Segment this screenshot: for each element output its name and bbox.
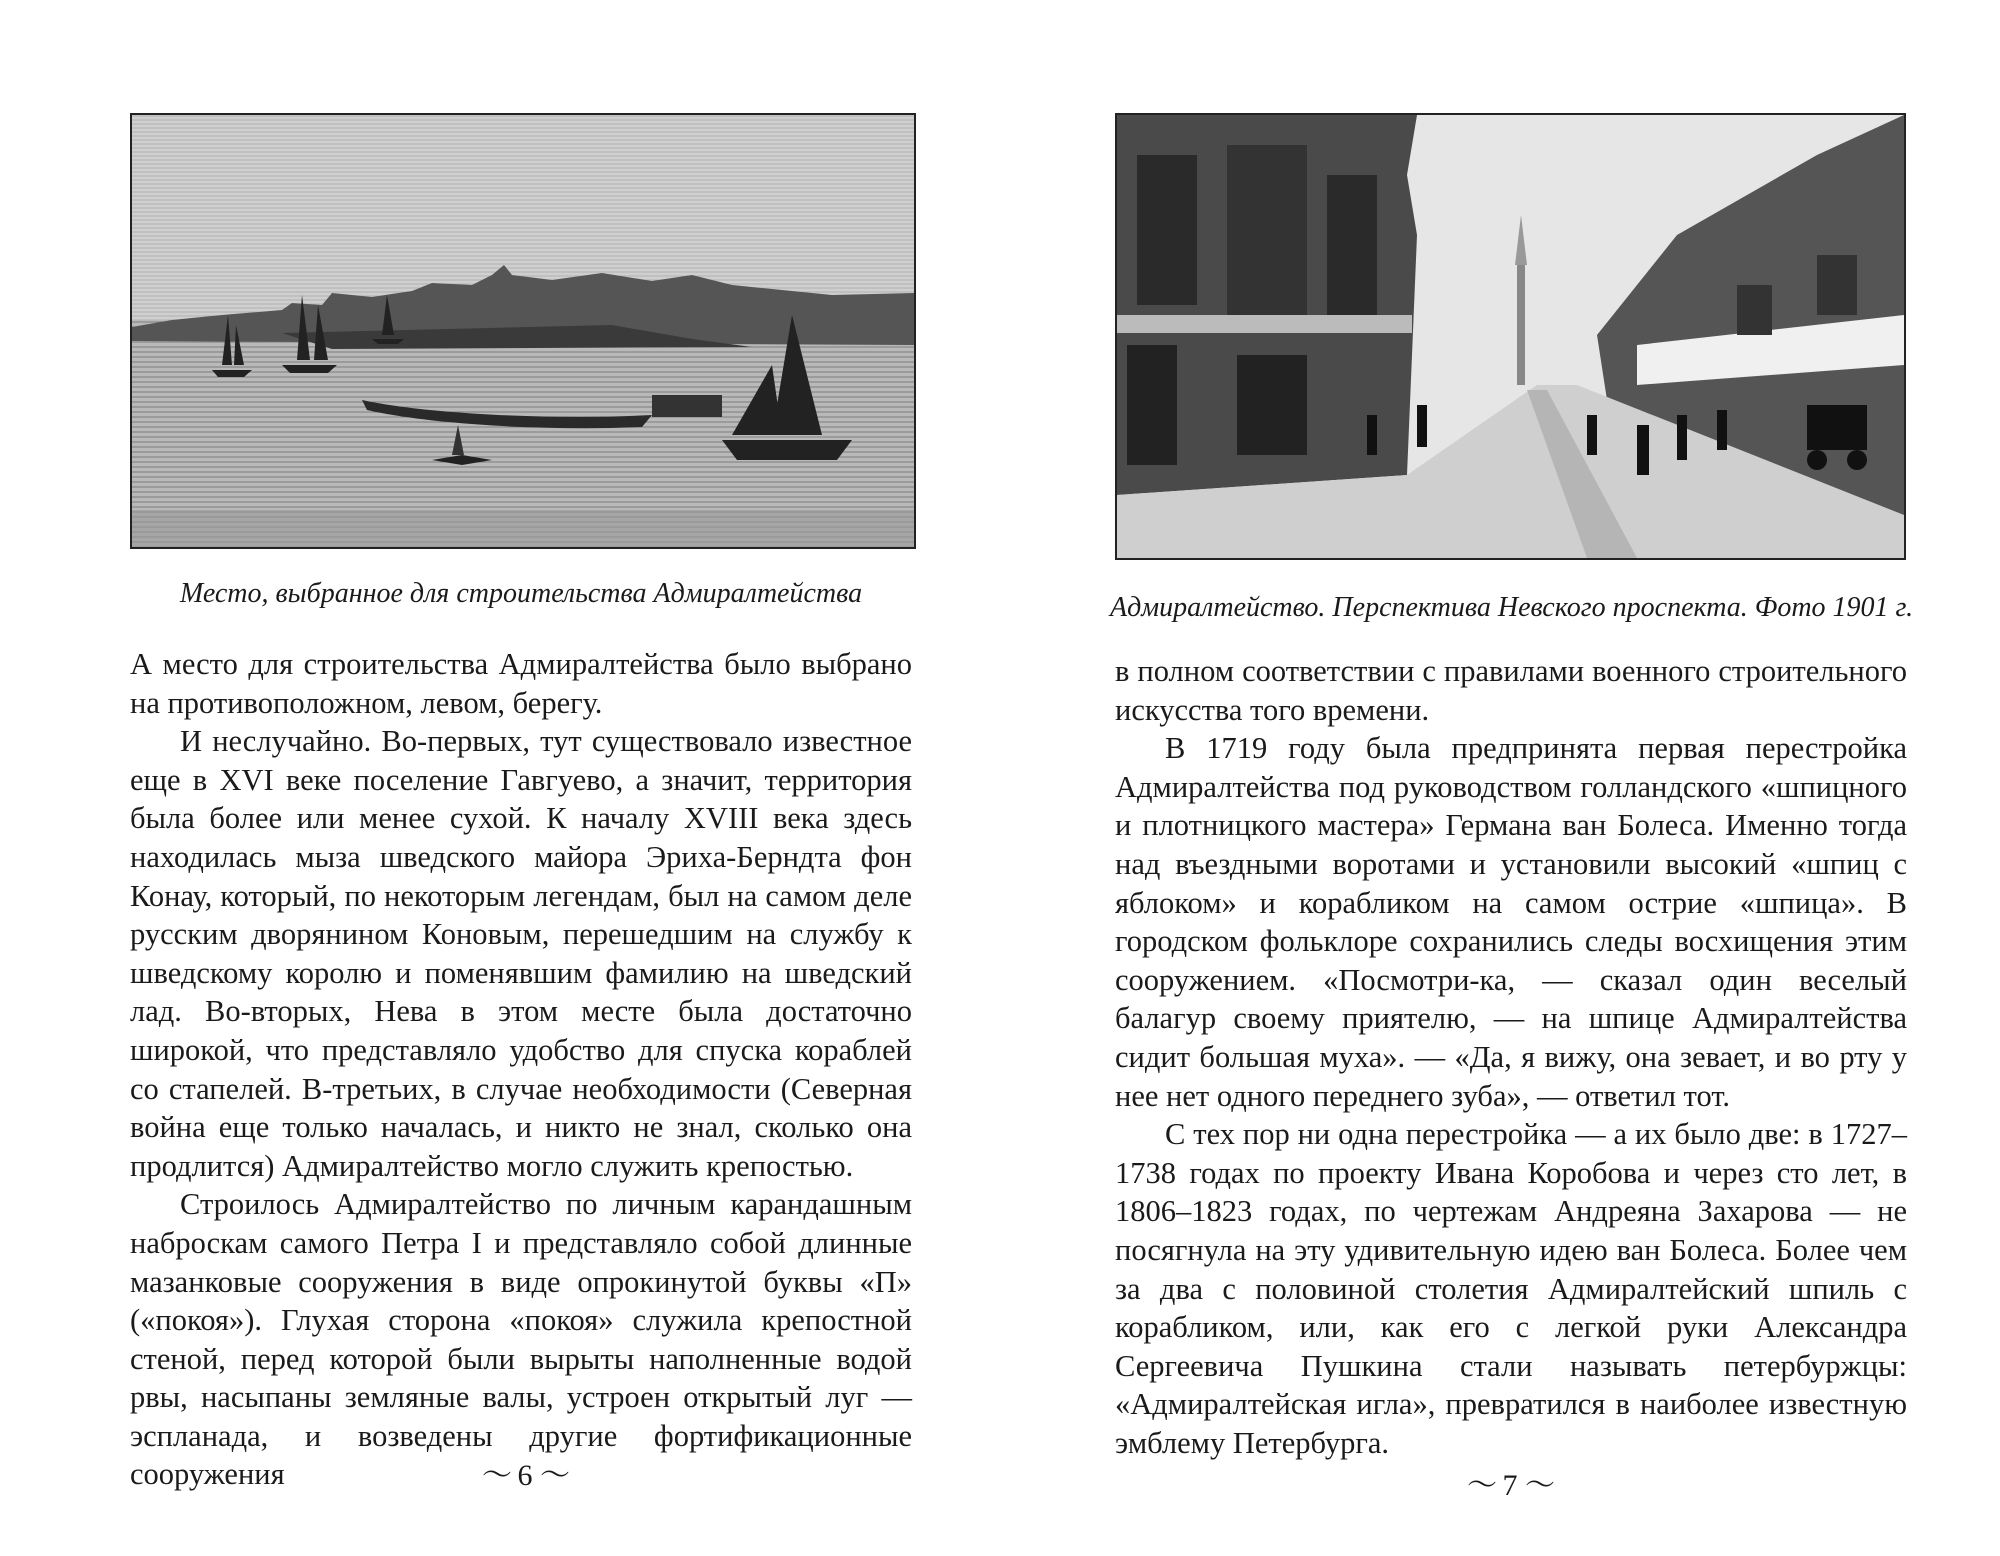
page-number-value: 6	[517, 1459, 533, 1492]
swash-ornament-icon: 〜	[482, 1459, 510, 1492]
body-text	[1115, 652, 1907, 1462]
paragraph: в полном соответствии с правилами военного строительного искусства того времени.	[1115, 654, 1907, 727]
right-page	[1000, 0, 2000, 1556]
figure-caption: Адмиралтейство. Перспектива Невского проспекта. Фото 1901 г.	[1110, 592, 1914, 623]
paragraph: С тех пор ни одна перестройка — а их было две: в 1727–1738 годах по проекту Ивана Коробова и через сто лет, в 1806–1823 годах, по чертежам Андреяна Захарова — не посягнула на эту удивительную идею ван Болеса. Более чем за два с половиной столетия Адмиралтейский шпиль с корабликом, или, как его с легкой руки Александра Сергеевича Пушкина стали называть петербуржцы: «Адмиралтейская игла», превратился в наиболее известную эмблему Петербурга.	[1115, 1117, 1907, 1460]
paragraph: Строилось Адмиралтейство по личным карандашным наброскам самого Петра I и представляло собой длинные мазанковые сооружения в виде опрокинутой буквы «П» («покоя»). Глухая сторона «покоя» служила крепостной стеной, перед которой были вырыты наполненные водой рвы, насыпаны земляные валы, устроен открытый луг — эспланада, и возведены другие фортификационные сооружения	[130, 1187, 912, 1492]
page-number	[375, 1458, 675, 1494]
engraving-image	[130, 113, 916, 549]
swash-ornament-icon: 〜	[1467, 1469, 1495, 1502]
paragraph: В 1719 году была предпринята первая перестройка Адмиралтейства под руководством голландского «шпицного и плотницкого мастера» Германа ван Болеса. Именно тогда над въездными воротами и установили высокий «шпиц с яблоком» и корабликом на самом острие «шпица». В городском фольклоре сохранились следы восхищения этим сооружением. «Посмотри-ка, — сказал один веселый балагур своему приятелю, — на шпице Адмиралтейства сидит большая муха». — «Да, я вижу, она зевает, и во рту у нее нет одного переднего зуба», — ответил тот.	[1115, 731, 1907, 1113]
nevsky-prospect-photo	[1117, 115, 1904, 558]
page-number-value: 7	[1502, 1469, 1518, 1502]
page-number	[1360, 1468, 1660, 1504]
paragraph: И неслучайно. Во-первых, тут существовало известное еще в XVI веке поселение Гавгуево, а значит, территория была более или менее сухой. К началу XVIII века здесь находилась мыза шведского майора Эриха-Берндта фон Конау, который, по некоторым легендам, был на самом деле русским дворянином Коновым, перешедшим на службу к шведскому королю и поменявшим фамилию на шведский лад. Во-вторых, Нева в этом месте была достаточно широкой, что представляло удобство для спуска кораблей со стапелей. В-третьих, в случае необходимости (Северная война еще только началась, и никто не знал, сколько она продлится) Адмиралтейство могло служить крепостью.	[130, 724, 912, 1183]
swash-ornament-icon: 〜	[1525, 1469, 1553, 1502]
neva-panorama-engraving	[132, 115, 914, 547]
figure-caption: Место, выбранное для строительства Адмиралтейства	[179, 578, 863, 609]
photo-image	[1115, 113, 1906, 560]
swash-ornament-icon: 〜	[540, 1459, 568, 1492]
body-text	[130, 645, 912, 1494]
paragraph: А место для строительства Адмиралтейства было выбрано на противоположном, левом, берегу.	[130, 647, 912, 720]
